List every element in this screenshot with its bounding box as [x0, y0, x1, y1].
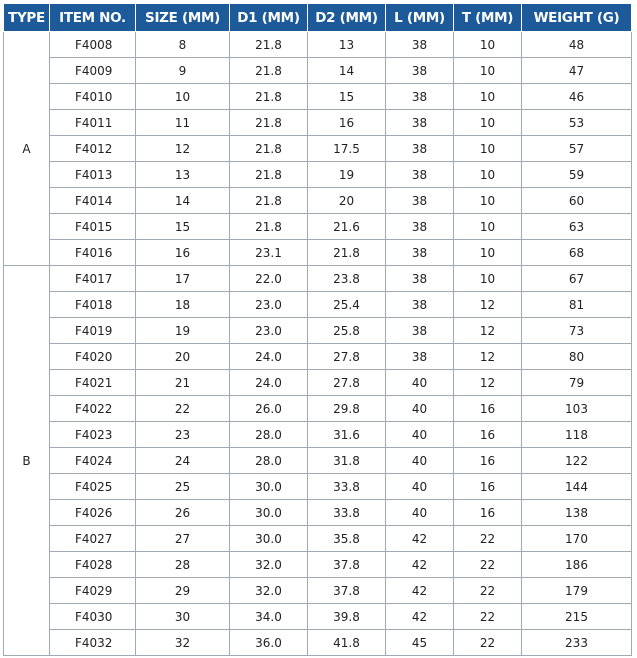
d1-cell: 21.8 [230, 84, 308, 110]
length-cell: 38 [386, 240, 454, 266]
size-cell: 29 [136, 578, 230, 604]
size-cell: 8 [136, 32, 230, 58]
item-no-cell: F4012 [50, 136, 136, 162]
table-row [4, 578, 632, 604]
item-no-cell: F4027 [50, 526, 136, 552]
d1-cell: 24.0 [230, 370, 308, 396]
table-row [4, 500, 632, 526]
length-cell: 40 [386, 500, 454, 526]
size-cell: 23 [136, 422, 230, 448]
d1-cell: 32.0 [230, 578, 308, 604]
item-no-cell: F4029 [50, 578, 136, 604]
item-no-cell: F4030 [50, 604, 136, 630]
thickness-cell: 12 [454, 370, 522, 396]
d1-cell: 21.8 [230, 162, 308, 188]
table-body [4, 32, 632, 656]
d2-cell: 15 [308, 84, 386, 110]
d2-cell: 13 [308, 32, 386, 58]
item-no-cell: F4032 [50, 630, 136, 656]
table-row [4, 136, 632, 162]
size-cell: 19 [136, 318, 230, 344]
header-row [4, 4, 632, 32]
size-cell: 11 [136, 110, 230, 136]
table-row [4, 344, 632, 370]
length-cell: 38 [386, 188, 454, 214]
item-no-cell: F4021 [50, 370, 136, 396]
size-cell: 13 [136, 162, 230, 188]
thickness-cell: 10 [454, 110, 522, 136]
header-d2: D2 (MM) [308, 4, 386, 32]
d2-cell: 37.8 [308, 552, 386, 578]
size-cell: 17 [136, 266, 230, 292]
table-row [4, 214, 632, 240]
thickness-cell: 16 [454, 448, 522, 474]
thickness-cell: 22 [454, 604, 522, 630]
weight-cell: 138 [522, 500, 632, 526]
table-row [4, 396, 632, 422]
length-cell: 38 [386, 344, 454, 370]
item-no-cell: F4019 [50, 318, 136, 344]
d1-cell: 21.8 [230, 110, 308, 136]
weight-cell: 63 [522, 214, 632, 240]
d2-cell: 17.5 [308, 136, 386, 162]
d1-cell: 30.0 [230, 474, 308, 500]
thickness-cell: 10 [454, 240, 522, 266]
length-cell: 38 [386, 266, 454, 292]
thickness-cell: 10 [454, 162, 522, 188]
length-cell: 38 [386, 292, 454, 318]
spec-table [3, 3, 632, 656]
length-cell: 42 [386, 526, 454, 552]
thickness-cell: 10 [454, 266, 522, 292]
size-cell: 22 [136, 396, 230, 422]
table-row [4, 526, 632, 552]
table-header [4, 4, 632, 32]
d1-cell: 21.8 [230, 188, 308, 214]
item-no-cell: F4022 [50, 396, 136, 422]
d1-cell: 26.0 [230, 396, 308, 422]
d2-cell: 20 [308, 188, 386, 214]
d1-cell: 30.0 [230, 526, 308, 552]
table-row [4, 240, 632, 266]
length-cell: 40 [386, 474, 454, 500]
table-row [4, 162, 632, 188]
d2-cell: 21.8 [308, 240, 386, 266]
d1-cell: 21.8 [230, 58, 308, 84]
d2-cell: 33.8 [308, 500, 386, 526]
d2-cell: 33.8 [308, 474, 386, 500]
weight-cell: 170 [522, 526, 632, 552]
weight-cell: 48 [522, 32, 632, 58]
table-row [4, 266, 632, 292]
header-length: L (MM) [386, 4, 454, 32]
d1-cell: 23.1 [230, 240, 308, 266]
d2-cell: 14 [308, 58, 386, 84]
thickness-cell: 16 [454, 500, 522, 526]
size-cell: 15 [136, 214, 230, 240]
type-cell: B [4, 266, 50, 656]
length-cell: 38 [386, 136, 454, 162]
size-cell: 12 [136, 136, 230, 162]
thickness-cell: 10 [454, 188, 522, 214]
weight-cell: 59 [522, 162, 632, 188]
length-cell: 40 [386, 396, 454, 422]
weight-cell: 233 [522, 630, 632, 656]
d2-cell: 41.8 [308, 630, 386, 656]
table-row [4, 604, 632, 630]
size-cell: 24 [136, 448, 230, 474]
d2-cell: 23.8 [308, 266, 386, 292]
item-no-cell: F4009 [50, 58, 136, 84]
header-size: SIZE (MM) [136, 4, 230, 32]
length-cell: 38 [386, 32, 454, 58]
weight-cell: 215 [522, 604, 632, 630]
thickness-cell: 12 [454, 318, 522, 344]
d2-cell: 21.6 [308, 214, 386, 240]
weight-cell: 122 [522, 448, 632, 474]
weight-cell: 57 [522, 136, 632, 162]
d1-cell: 21.8 [230, 136, 308, 162]
size-cell: 26 [136, 500, 230, 526]
d1-cell: 21.8 [230, 214, 308, 240]
header-d1: D1 (MM) [230, 4, 308, 32]
item-no-cell: F4017 [50, 266, 136, 292]
thickness-cell: 22 [454, 552, 522, 578]
thickness-cell: 10 [454, 32, 522, 58]
item-no-cell: F4024 [50, 448, 136, 474]
item-no-cell: F4018 [50, 292, 136, 318]
d2-cell: 27.8 [308, 370, 386, 396]
length-cell: 38 [386, 58, 454, 84]
size-cell: 30 [136, 604, 230, 630]
item-no-cell: F4010 [50, 84, 136, 110]
header-weight: WEIGHT (G) [522, 4, 632, 32]
weight-cell: 73 [522, 318, 632, 344]
table-row [4, 630, 632, 656]
size-cell: 10 [136, 84, 230, 110]
thickness-cell: 10 [454, 214, 522, 240]
header-item-no: ITEM NO. [50, 4, 136, 32]
d2-cell: 37.8 [308, 578, 386, 604]
weight-cell: 103 [522, 396, 632, 422]
item-no-cell: F4013 [50, 162, 136, 188]
table-row [4, 552, 632, 578]
size-cell: 20 [136, 344, 230, 370]
table-row [4, 370, 632, 396]
size-cell: 14 [136, 188, 230, 214]
length-cell: 38 [386, 110, 454, 136]
size-cell: 21 [136, 370, 230, 396]
thickness-cell: 22 [454, 630, 522, 656]
d2-cell: 16 [308, 110, 386, 136]
table-row [4, 188, 632, 214]
thickness-cell: 16 [454, 422, 522, 448]
size-cell: 25 [136, 474, 230, 500]
d2-cell: 25.4 [308, 292, 386, 318]
d2-cell: 31.8 [308, 448, 386, 474]
weight-cell: 80 [522, 344, 632, 370]
weight-cell: 47 [522, 58, 632, 84]
d1-cell: 21.8 [230, 32, 308, 58]
table-row [4, 292, 632, 318]
thickness-cell: 12 [454, 292, 522, 318]
d2-cell: 39.8 [308, 604, 386, 630]
d1-cell: 32.0 [230, 552, 308, 578]
d2-cell: 35.8 [308, 526, 386, 552]
table-row [4, 84, 632, 110]
d1-cell: 24.0 [230, 344, 308, 370]
weight-cell: 53 [522, 110, 632, 136]
thickness-cell: 10 [454, 58, 522, 84]
weight-cell: 81 [522, 292, 632, 318]
header-thickness: T (MM) [454, 4, 522, 32]
d1-cell: 36.0 [230, 630, 308, 656]
d2-cell: 29.8 [308, 396, 386, 422]
d1-cell: 23.0 [230, 318, 308, 344]
size-cell: 18 [136, 292, 230, 318]
thickness-cell: 10 [454, 136, 522, 162]
item-no-cell: F4015 [50, 214, 136, 240]
item-no-cell: F4016 [50, 240, 136, 266]
d1-cell: 28.0 [230, 448, 308, 474]
item-no-cell: F4023 [50, 422, 136, 448]
table-row [4, 448, 632, 474]
d1-cell: 28.0 [230, 422, 308, 448]
table-row [4, 318, 632, 344]
size-cell: 28 [136, 552, 230, 578]
item-no-cell: F4026 [50, 500, 136, 526]
table-row [4, 110, 632, 136]
weight-cell: 46 [522, 84, 632, 110]
length-cell: 38 [386, 84, 454, 110]
weight-cell: 68 [522, 240, 632, 266]
item-no-cell: F4028 [50, 552, 136, 578]
item-no-cell: F4020 [50, 344, 136, 370]
length-cell: 42 [386, 604, 454, 630]
thickness-cell: 22 [454, 526, 522, 552]
type-cell: A [4, 32, 50, 266]
d1-cell: 23.0 [230, 292, 308, 318]
thickness-cell: 10 [454, 84, 522, 110]
weight-cell: 79 [522, 370, 632, 396]
length-cell: 38 [386, 318, 454, 344]
d2-cell: 31.6 [308, 422, 386, 448]
length-cell: 40 [386, 448, 454, 474]
table-row [4, 32, 632, 58]
size-cell: 16 [136, 240, 230, 266]
thickness-cell: 12 [454, 344, 522, 370]
weight-cell: 118 [522, 422, 632, 448]
length-cell: 38 [386, 214, 454, 240]
d2-cell: 25.8 [308, 318, 386, 344]
thickness-cell: 16 [454, 396, 522, 422]
length-cell: 40 [386, 370, 454, 396]
item-no-cell: F4011 [50, 110, 136, 136]
table-row [4, 474, 632, 500]
d1-cell: 30.0 [230, 500, 308, 526]
d1-cell: 34.0 [230, 604, 308, 630]
item-no-cell: F4025 [50, 474, 136, 500]
thickness-cell: 22 [454, 578, 522, 604]
length-cell: 42 [386, 552, 454, 578]
size-cell: 9 [136, 58, 230, 84]
d2-cell: 19 [308, 162, 386, 188]
length-cell: 42 [386, 578, 454, 604]
table-row [4, 58, 632, 84]
length-cell: 45 [386, 630, 454, 656]
header-type: TYPE [4, 4, 50, 32]
length-cell: 38 [386, 162, 454, 188]
d1-cell: 22.0 [230, 266, 308, 292]
weight-cell: 144 [522, 474, 632, 500]
weight-cell: 186 [522, 552, 632, 578]
size-cell: 32 [136, 630, 230, 656]
d2-cell: 27.8 [308, 344, 386, 370]
item-no-cell: F4014 [50, 188, 136, 214]
size-cell: 27 [136, 526, 230, 552]
weight-cell: 60 [522, 188, 632, 214]
thickness-cell: 16 [454, 474, 522, 500]
table-row [4, 422, 632, 448]
weight-cell: 179 [522, 578, 632, 604]
weight-cell: 67 [522, 266, 632, 292]
length-cell: 40 [386, 422, 454, 448]
item-no-cell: F4008 [50, 32, 136, 58]
